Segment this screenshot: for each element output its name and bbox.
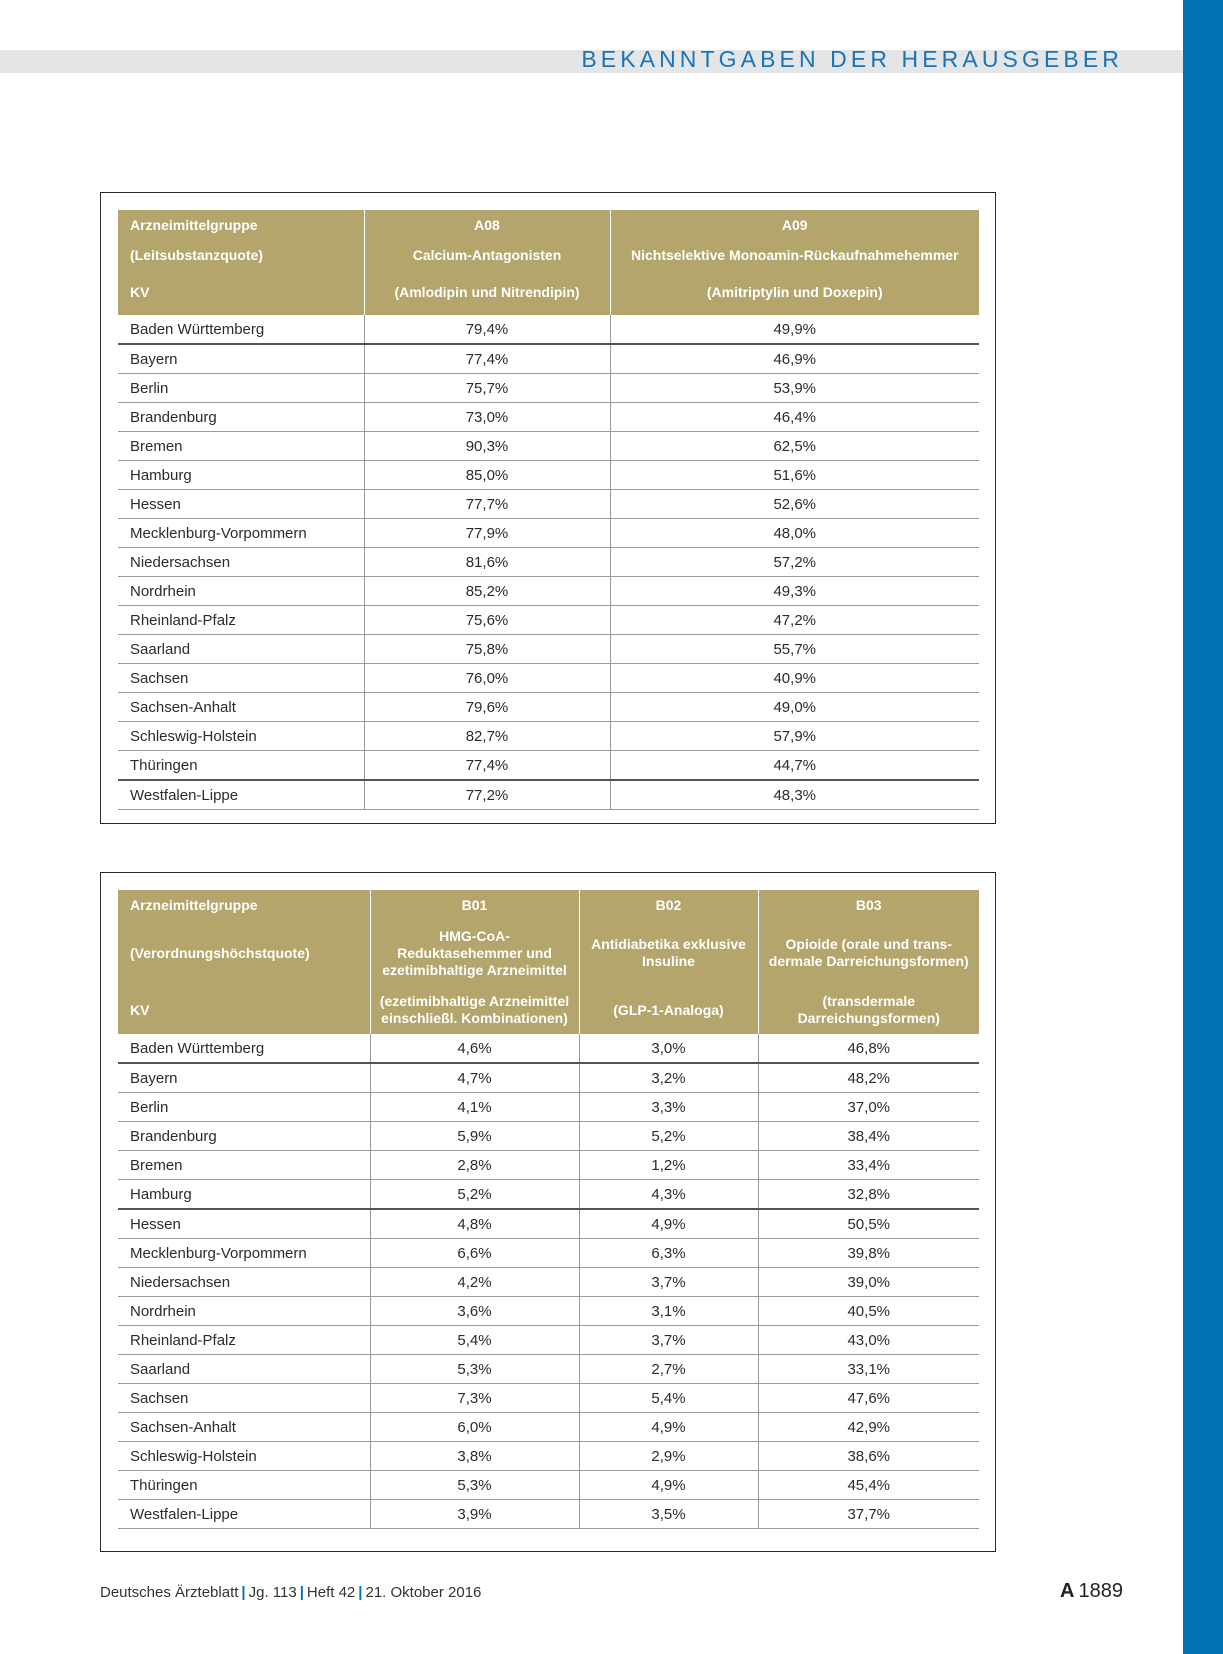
page-number — [1060, 1580, 1123, 1603]
value-cell: 6,3% — [579, 1239, 758, 1268]
header-cell: (Amitriptylin und Doxepin) — [610, 270, 979, 315]
value-cell: 79,6% — [364, 693, 610, 722]
table-frame-a — [100, 192, 996, 824]
value-cell: 42,9% — [758, 1413, 979, 1442]
value-cell: 46,9% — [610, 344, 979, 374]
region-cell: Westfalen-Lippe — [118, 780, 364, 810]
value-cell: 3,7% — [579, 1268, 758, 1297]
value-cell: 44,7% — [610, 751, 979, 781]
header-cell: Arzneimittelgruppe — [118, 890, 370, 920]
header-cell: Nichtselektive Monoamin-Rückaufnahmehemmer — [610, 240, 979, 270]
table-frame-b — [100, 872, 996, 1552]
value-cell: 38,6% — [758, 1442, 979, 1471]
value-cell: 3,2% — [579, 1063, 758, 1093]
value-cell: 62,5% — [610, 432, 979, 461]
region-cell: Hamburg — [118, 1180, 370, 1210]
value-cell: 5,4% — [579, 1384, 758, 1413]
region-cell: Rheinland-Pfalz — [118, 1326, 370, 1355]
value-cell: 5,2% — [370, 1180, 579, 1210]
value-cell: 57,2% — [610, 548, 979, 577]
value-cell: 1,2% — [579, 1151, 758, 1180]
value-cell: 33,4% — [758, 1151, 979, 1180]
region-cell: Hessen — [118, 1209, 370, 1239]
region-cell: Bayern — [118, 1063, 370, 1093]
value-cell: 77,4% — [364, 751, 610, 781]
region-cell: Sachsen-Anhalt — [118, 693, 364, 722]
value-cell: 49,3% — [610, 577, 979, 606]
value-cell: 48,3% — [610, 780, 979, 810]
value-cell: 2,9% — [579, 1442, 758, 1471]
header-cell: Opioide (orale und trans-dermale Darreichungsformen) — [758, 920, 979, 986]
page-number-value: 1889 — [1078, 1580, 1123, 1602]
value-cell: 75,6% — [364, 606, 610, 635]
region-cell: Thüringen — [118, 1471, 370, 1500]
footer-journal: Deutsches Ärzteblatt — [100, 1584, 239, 1601]
region-cell: Mecklenburg-Vorpommern — [118, 1239, 370, 1268]
region-cell: Niedersachsen — [118, 1268, 370, 1297]
region-cell: Sachsen — [118, 664, 364, 693]
value-cell: 39,0% — [758, 1268, 979, 1297]
table-row — [118, 403, 979, 432]
table-row — [118, 1034, 979, 1063]
header-cell: KV — [118, 986, 370, 1034]
region-cell: Schleswig-Holstein — [118, 722, 364, 751]
value-cell: 47,2% — [610, 606, 979, 635]
value-cell: 49,0% — [610, 693, 979, 722]
value-cell: 3,6% — [370, 1297, 579, 1326]
region-cell: Thüringen — [118, 751, 364, 781]
region-cell: Bremen — [118, 432, 364, 461]
value-cell: 49,9% — [610, 315, 979, 344]
header-cell: (Amlodipin und Nitrendipin) — [364, 270, 610, 315]
region-cell: Schleswig-Holstein — [118, 1442, 370, 1471]
value-cell: 76,0% — [364, 664, 610, 693]
value-cell: 48,2% — [758, 1063, 979, 1093]
value-cell: 2,7% — [579, 1355, 758, 1384]
table-row — [118, 1413, 979, 1442]
value-cell: 5,3% — [370, 1471, 579, 1500]
value-cell: 32,8% — [758, 1180, 979, 1210]
region-cell: Nordrhein — [118, 1297, 370, 1326]
value-cell: 6,6% — [370, 1239, 579, 1268]
header-cell: B02 — [579, 890, 758, 920]
table-row — [118, 490, 979, 519]
value-cell: 3,0% — [579, 1034, 758, 1063]
table-row — [118, 635, 979, 664]
value-cell: 77,2% — [364, 780, 610, 810]
header-cell: B01 — [370, 890, 579, 920]
footer-separator: | — [299, 1584, 304, 1601]
region-cell: Rheinland-Pfalz — [118, 606, 364, 635]
value-cell: 46,4% — [610, 403, 979, 432]
header-cell: Antidiabetika exklusive Insuline — [579, 920, 758, 986]
header-cell: (Verordnungshöchstquote) — [118, 920, 370, 986]
footer-separator: | — [358, 1584, 363, 1601]
table-row — [118, 519, 979, 548]
value-cell: 40,5% — [758, 1297, 979, 1326]
region-cell: Berlin — [118, 1093, 370, 1122]
table-row — [118, 344, 979, 374]
table-row — [118, 693, 979, 722]
region-cell: Mecklenburg-Vorpommern — [118, 519, 364, 548]
value-cell: 47,6% — [758, 1384, 979, 1413]
journal-footer — [100, 1584, 481, 1601]
table-row — [118, 548, 979, 577]
value-cell: 79,4% — [364, 315, 610, 344]
table-row — [118, 751, 979, 781]
table-row — [118, 461, 979, 490]
table-row — [118, 315, 979, 344]
table-row — [118, 1326, 979, 1355]
value-cell: 43,0% — [758, 1326, 979, 1355]
value-cell: 2,8% — [370, 1151, 579, 1180]
value-cell: 5,3% — [370, 1355, 579, 1384]
footer-volume: Jg. 113 — [248, 1584, 297, 1601]
region-cell: Nordrhein — [118, 577, 364, 606]
region-cell: Bayern — [118, 344, 364, 374]
value-cell: 75,8% — [364, 635, 610, 664]
value-cell: 37,7% — [758, 1500, 979, 1529]
value-cell: 4,9% — [579, 1209, 758, 1239]
header-row — [118, 890, 979, 920]
header-cell: Calcium-Antagonisten — [364, 240, 610, 270]
table-row — [118, 432, 979, 461]
value-cell: 3,7% — [579, 1326, 758, 1355]
quota-table-a — [118, 210, 979, 810]
header-cell: (GLP-1-Analoga) — [579, 986, 758, 1034]
table-row — [118, 1500, 979, 1529]
value-cell: 3,9% — [370, 1500, 579, 1529]
section-header-title: BEKANNTGABEN DER HERAUSGEBER — [581, 46, 1123, 72]
value-cell: 73,0% — [364, 403, 610, 432]
footer-separator: | — [241, 1584, 246, 1601]
header-cell: (ezetimibhaltige Arzneimittel einschließl. Kombinationen) — [370, 986, 579, 1034]
table-row — [118, 1209, 979, 1239]
page-prefix: A — [1060, 1580, 1075, 1602]
table-row — [118, 664, 979, 693]
header-cell: HMG-CoA-Reduktasehemmer und ezetimibhaltige Arzneimittel — [370, 920, 579, 986]
value-cell: 40,9% — [610, 664, 979, 693]
header-cell: B03 — [758, 890, 979, 920]
table-row — [118, 1471, 979, 1500]
region-cell: Baden Württemberg — [118, 315, 364, 344]
header-cell: A08 — [364, 210, 610, 240]
value-cell: 52,6% — [610, 490, 979, 519]
value-cell: 4,7% — [370, 1063, 579, 1093]
value-cell: 85,0% — [364, 461, 610, 490]
header-row — [118, 920, 979, 986]
value-cell: 75,7% — [364, 374, 610, 403]
table-row — [118, 1442, 979, 1471]
quota-table-b — [118, 890, 979, 1529]
value-cell: 77,7% — [364, 490, 610, 519]
value-cell: 45,4% — [758, 1471, 979, 1500]
footer-issue: Heft 42 — [306, 1584, 356, 1601]
value-cell: 7,3% — [370, 1384, 579, 1413]
value-cell: 82,7% — [364, 722, 610, 751]
value-cell: 6,0% — [370, 1413, 579, 1442]
value-cell: 53,9% — [610, 374, 979, 403]
value-cell: 77,4% — [364, 344, 610, 374]
value-cell: 3,5% — [579, 1500, 758, 1529]
table-row — [118, 1151, 979, 1180]
value-cell: 5,9% — [370, 1122, 579, 1151]
table-row — [118, 577, 979, 606]
value-cell: 46,8% — [758, 1034, 979, 1063]
value-cell: 3,1% — [579, 1297, 758, 1326]
value-cell: 4,1% — [370, 1093, 579, 1122]
region-cell: Niedersachsen — [118, 548, 364, 577]
header-cell: Arzneimittelgruppe — [118, 210, 364, 240]
value-cell: 55,7% — [610, 635, 979, 664]
side-color-bar — [1183, 0, 1223, 1654]
header-row — [118, 210, 979, 240]
value-cell: 4,2% — [370, 1268, 579, 1297]
value-cell: 85,2% — [364, 577, 610, 606]
value-cell: 4,3% — [579, 1180, 758, 1210]
value-cell: 48,0% — [610, 519, 979, 548]
region-cell: Saarland — [118, 635, 364, 664]
value-cell: 90,3% — [364, 432, 610, 461]
value-cell: 33,1% — [758, 1355, 979, 1384]
header-row — [118, 240, 979, 270]
region-cell: Baden Württemberg — [118, 1034, 370, 1063]
value-cell: 50,5% — [758, 1209, 979, 1239]
table-row — [118, 1297, 979, 1326]
value-cell: 4,6% — [370, 1034, 579, 1063]
table-row — [118, 1239, 979, 1268]
header-cell: A09 — [610, 210, 979, 240]
table-row — [118, 1093, 979, 1122]
table-row — [118, 722, 979, 751]
table-row — [118, 606, 979, 635]
value-cell: 3,8% — [370, 1442, 579, 1471]
region-cell: Sachsen-Anhalt — [118, 1413, 370, 1442]
table-row — [118, 1180, 979, 1210]
footer-date: 21. Oktober 2016 — [365, 1584, 482, 1601]
table-row — [118, 1122, 979, 1151]
region-cell: Bremen — [118, 1151, 370, 1180]
header-row — [118, 986, 979, 1034]
value-cell: 4,8% — [370, 1209, 579, 1239]
region-cell: Hessen — [118, 490, 364, 519]
table-row — [118, 1384, 979, 1413]
value-cell: 37,0% — [758, 1093, 979, 1122]
table-row — [118, 374, 979, 403]
value-cell: 57,9% — [610, 722, 979, 751]
value-cell: 51,6% — [610, 461, 979, 490]
region-cell: Brandenburg — [118, 403, 364, 432]
header-row — [118, 270, 979, 315]
region-cell: Brandenburg — [118, 1122, 370, 1151]
table-row — [118, 780, 979, 810]
region-cell: Berlin — [118, 374, 364, 403]
region-cell: Hamburg — [118, 461, 364, 490]
value-cell: 38,4% — [758, 1122, 979, 1151]
header-cell: KV — [118, 270, 364, 315]
value-cell: 4,9% — [579, 1471, 758, 1500]
value-cell: 39,8% — [758, 1239, 979, 1268]
table-row — [118, 1268, 979, 1297]
table-row — [118, 1063, 979, 1093]
value-cell: 81,6% — [364, 548, 610, 577]
table-row — [118, 1355, 979, 1384]
region-cell: Sachsen — [118, 1384, 370, 1413]
header-cell: (Leitsubstanzquote) — [118, 240, 364, 270]
value-cell: 4,9% — [579, 1413, 758, 1442]
region-cell: Westfalen-Lippe — [118, 1500, 370, 1529]
region-cell: Saarland — [118, 1355, 370, 1384]
header-cell: (transdermale Darreichungsformen) — [758, 986, 979, 1034]
value-cell: 3,3% — [579, 1093, 758, 1122]
value-cell: 77,9% — [364, 519, 610, 548]
value-cell: 5,4% — [370, 1326, 579, 1355]
value-cell: 5,2% — [579, 1122, 758, 1151]
